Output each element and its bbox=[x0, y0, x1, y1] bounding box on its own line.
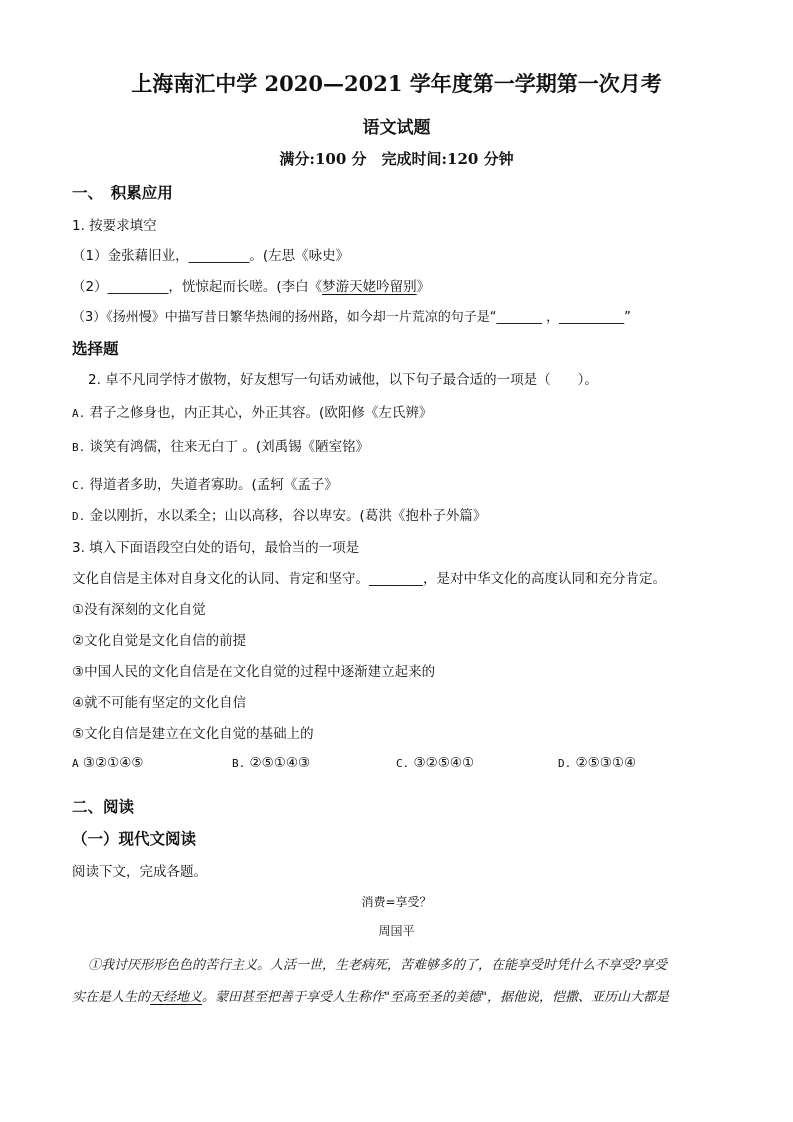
exam-meta: 满分:100 分 完成时间:120 分钟 bbox=[279, 150, 514, 168]
section-heading-reading: 二、阅读 bbox=[72, 797, 135, 816]
passage-underlined-phrase: 天经地义 bbox=[150, 990, 203, 1005]
option-letter: D. bbox=[558, 757, 572, 770]
q3-item-1: ①没有深刻的文化自觉 bbox=[72, 602, 206, 618]
option-letter: C. bbox=[396, 757, 410, 770]
option-text: 金以刚折，水以柔全；山以高移，谷以卑安。(葛洪《抱朴子外篇》 bbox=[89, 508, 487, 524]
q3-item-5: ⑤文化自信是建立在文化自觉的基础上的 bbox=[72, 726, 314, 742]
option-text: 君子之修身也，内正其心，外正其容。(欧阳修《左氏辨》 bbox=[89, 405, 433, 421]
option-text: 谈笑有鸿儒，往来无白丁 。(刘禹锡《陋室铭》 bbox=[89, 439, 370, 455]
q1-line-2-title: 梦游天姥吟留别 bbox=[322, 279, 417, 295]
q3-option-a bbox=[72, 755, 143, 771]
passage-line-1: ①我讨厌形形色色的苦行主义。人活一世，生老病死，苦难够多的了，在能享受时凭什么不享受?享受 bbox=[88, 958, 667, 973]
passage-line-2-post: 。蒙田甚至把善于享受人生称作"至高至圣的美德"，据他说，恺撒、亚历山大都是 bbox=[202, 990, 669, 1005]
option-letter: B. bbox=[72, 441, 86, 454]
q1-line-1: （1）金张藉旧业，_________。(左思《咏史》 bbox=[72, 248, 350, 264]
option-letter: C. bbox=[72, 479, 86, 492]
q3-item-3: ③中国人民的文化自信是在文化自觉的过程中逐渐建立起来的 bbox=[72, 664, 436, 680]
q2-option-c bbox=[72, 473, 338, 493]
exam-subtitle: 语文试题 bbox=[362, 118, 431, 138]
q1-prompt: 1. 按要求填空 bbox=[72, 218, 157, 234]
q3-option-b bbox=[232, 755, 310, 771]
q1-line-3: （3）《扬州慢》中描写昔日繁华热闹的扬州路，如今却一片荒凉的句子是“_______ ，__________” bbox=[72, 310, 631, 325]
option-letter: A bbox=[72, 757, 79, 770]
article-title: 消费=享受？ bbox=[361, 895, 432, 909]
option-text: ③②⑤④① bbox=[413, 755, 475, 771]
option-text: ②⑤③①④ bbox=[575, 755, 637, 771]
q3-item-2: ②文化自觉是文化自信的前提 bbox=[72, 633, 247, 649]
reading-instruction: 阅读下文，完成各题。 bbox=[72, 864, 207, 880]
option-letter: A. bbox=[72, 407, 86, 420]
q3-option-d bbox=[558, 755, 636, 771]
q2-prompt: 2. 卓不凡同学恃才傲物，好友想写一句话劝诫他，以下句子最合适的一项是（ ）。 bbox=[88, 372, 598, 388]
option-text: 得道者多助，失道者寡助。(孟轲《孟子》 bbox=[89, 477, 338, 493]
section-heading-accumulation: 一、 积累应用 bbox=[72, 183, 173, 202]
choice-heading: 选择题 bbox=[72, 339, 119, 358]
modern-reading-heading: （一）现代文阅读 bbox=[72, 829, 197, 848]
passage-line-2 bbox=[72, 986, 669, 1005]
q3-option-c bbox=[396, 755, 474, 771]
option-letter: B. bbox=[232, 757, 246, 770]
q3-stem: 文化自信是主体对自身文化的认同、肯定和坚守。________，是对中华文化的高度认同和充分肯定。 bbox=[72, 571, 666, 587]
q3-item-4: ④就不可能有坚定的文化自信 bbox=[72, 695, 247, 711]
option-text: ②⑤①④③ bbox=[249, 755, 311, 771]
exam-title: 上海南汇中学 2020—2021 学年度第一学期第一次月考 bbox=[131, 71, 662, 96]
q3-prompt: 3. 填入下面语段空白处的语句，最恰当的一项是 bbox=[72, 540, 360, 556]
q2-option-d bbox=[72, 504, 486, 524]
article-author: 周国平 bbox=[378, 924, 415, 938]
q1-line-2-post: 》 bbox=[416, 279, 431, 295]
q2-option-a bbox=[72, 401, 432, 421]
passage-line-2-pre: 实在是人生的 bbox=[72, 990, 151, 1005]
q1-line-2-pre: （2）_________，恍惊起而长嗟。(李白《 bbox=[72, 279, 323, 295]
option-text: ③②①④⑤ bbox=[82, 755, 144, 771]
q1-line-2 bbox=[72, 275, 430, 295]
option-letter: D. bbox=[72, 510, 86, 523]
q2-option-b bbox=[72, 435, 369, 455]
